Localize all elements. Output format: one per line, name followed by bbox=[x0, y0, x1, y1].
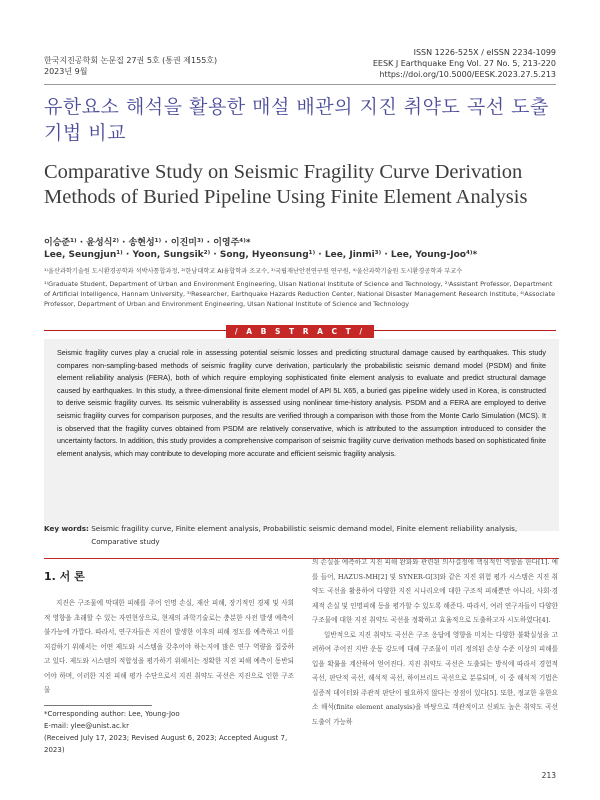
paper-title-en: Comparative Study on Seismic Fragility Curve Derivation Methods of Buried Pipeline Using Finite Element Analysis bbox=[44, 161, 528, 208]
section-title-introduction: 1. 서 론 bbox=[44, 570, 85, 583]
body-column-left bbox=[44, 555, 294, 698]
keywords-text: Seismic fragility curve, Finite element analysis, Probabilistic seismic demand model, Finite element reliability analysis, Comparative study bbox=[91, 524, 518, 546]
abstract-label: / A B S T R A C T / bbox=[226, 325, 374, 338]
header-divider bbox=[44, 84, 556, 85]
authors-en: Lee, Seungjun¹⁾ · Yoon, Sungsik²⁾ · Song, Hyeonsung¹⁾ · Lee, Jinmi³⁾ · Lee, Young-Joo⁴⁾* bbox=[44, 250, 478, 260]
page-number: 213 bbox=[541, 771, 556, 780]
journal-name-ko: 한국지진공학회 논문집 27권 5호 (통권 제155호) bbox=[44, 56, 218, 65]
correspondence-block bbox=[44, 708, 294, 756]
body-paragraph: 일반적으로 지진 취약도 곡선은 구조 응답에 영향을 미치는 다양한 불확실성을 고려하여 주어진 지반 운동 강도에 대해 구조물이 미리 정의된 손상 수준 이상의 피해를 입을 확률을 계산하여 얻어진다. 지진 취약도 곡선은 도출되는 방식에 따라서 경험적 곡선, 판단적 곡선, 해석적 곡선, 하이브리드 곡선으로 분류되며, 이 중 해석적 기법은 실증적 데이터와 주관적 판단이 필요하지 않다는 장점이 있다[5]. 또한, 정교한 유한요소 해석(finite element analysis)을 바탕으로 객관적이고 신뢰도 높은 취약도 곡선 도출이 가능하 bbox=[312, 630, 558, 726]
keywords-label: Key words: bbox=[44, 524, 89, 533]
affiliation-en: ¹⁾Graduate Student, Department of Urban and Environment Engineering, Ulsan National Institute of Science and Technology, ²⁾Assistant Professor, Department of Artificial Intelligence, Hannam University, ³⁾Researcher, Earthquake Hazards Reduction Center, National Disaster Management Research Institute, ⁴⁾Associate Professor, Department of Urban and Environment Engineering, Ulsan National Institute of Science and Technology bbox=[44, 280, 556, 308]
body-paragraph: 지진은 구조물에 막대한 피해를 주어 인명 손실, 재산 피해, 장기적인 경제 및 사회적 영향을 초래할 수 있는 자연현상으로, 현재의 과학기술로는 충분한 사전 발생 예측이 불가능에 가깝다. 따라서, 연구자들은 지진이 발생한 이후의 피해 정도를 예측하고 이를 저감하기 위해서는 어떤 제도와 시스템을 갖추어야 하는지에 많은 연구 역량을 집중하고 있다. 제도와 시스템의 적합성을 평가하기 위해서는 정확한 지진 피해 예측이 동반되어야 하며, 이러한 지진 피해 평가 수단으로서 지진 취약도 곡선은 지진으로 인한 구조물 bbox=[44, 599, 294, 694]
journal-header-left bbox=[44, 55, 217, 77]
corresponding-author: *Corresponding author: Lee, Young-Joo bbox=[44, 710, 180, 718]
received-dates: (Received July 17, 2023; Revised August 6, 2023; Accepted August 7, 2023) bbox=[44, 734, 288, 754]
doi-link[interactable]: https://doi.org/10.5000/EESK.2023.27.5.213 bbox=[379, 70, 556, 79]
journal-header-right bbox=[373, 47, 556, 80]
body-column-right bbox=[312, 555, 558, 729]
affiliation-ko: ¹⁾울산과학기술원 도시환경공학과 석박사통합과정, ²⁾한남대학교 AI융합학과 조교수, ³⁾국립재난안전연구원 연구원, ⁴⁾울산과학기술원 도시환경공학과 부교수 bbox=[44, 268, 463, 275]
keywords-block bbox=[44, 522, 559, 559]
paper-title-ko: 유한요소 해석을 활용한 매설 배관의 지진 취약도 곡선 도출 기법 비교 bbox=[44, 96, 549, 144]
authors-ko: 이승준¹⁾ · 윤성식²⁾ · 송현성¹⁾ · 이진미³⁾ · 이영주⁴⁾* bbox=[44, 238, 251, 248]
email-address[interactable]: E-mail: ylee@unist.ac.kr bbox=[44, 722, 129, 730]
journal-name-en: EESK J Earthquake Eng Vol. 27 No. 5, 213-220 bbox=[372, 59, 556, 68]
footnote-divider bbox=[44, 705, 152, 706]
issn: ISSN 1226-525X / eISSN 2234-1099 bbox=[413, 48, 556, 57]
journal-date-ko: 2023년 9월 bbox=[44, 67, 88, 76]
abstract-text: Seismic fragility curves play a crucial role in assessing potential seismic losses and predicting structural damage caused by earthquakes. This study compares non-sampling-based methods of seismic fragility curve derivation, particularly the probabilistic seismic demand model (PSDM) and finite element reliability analysis (FERA), both of which require employing sophisticated finite element analysis to evaluate and predict structural damage caused by earthquakes. In this study, a three-dimensional finite element model of API 5L X65, a buried gas pipeline widely used in Korea, is constructed to derive seismic fragility curves. Its seismic vulnerability is assessed using nonlinear time-history analysis. PSDM and a FERA are employed to derive seismic fragility curves for comparison purposes, and the results are verified through a comparison with those from the Monte Carlo Simulation (MCS). It is observed that the fragility curves obtained from PSDM are relatively conservative, which is attributed to the assumption introduced to consider the uncertainty factors. In addition, this study provides a comprehensive comparison of seismic fragility curve derivation methods based on sophisticated finite element analysis, which may contribute to developing more accurate and efficient seismic fragility analysis. bbox=[44, 339, 559, 531]
body-paragraph: 의 손실을 예측하고 지진 피해 완화와 관련된 의사결정에 핵심적인 역할을 한다[1]. 예를 들어, HAZUS-MH[2] 및 SYNER-G[3]와 같은 지진 위험 평가 시스템은 지진 취약도 곡선을 활용하여 다양한 지진 시나리오에 대한 구조적 피해뿐만 아니라, 사회·경제적 손실 및 인명피해 등을 평가할 수 있도록 해준다. 따라서, 여러 연구자들이 다양한 구조물에 대한 지진 취약도 곡선을 정확하고 효율적으로 도출하고자 시도하였다[4]. bbox=[312, 558, 558, 624]
